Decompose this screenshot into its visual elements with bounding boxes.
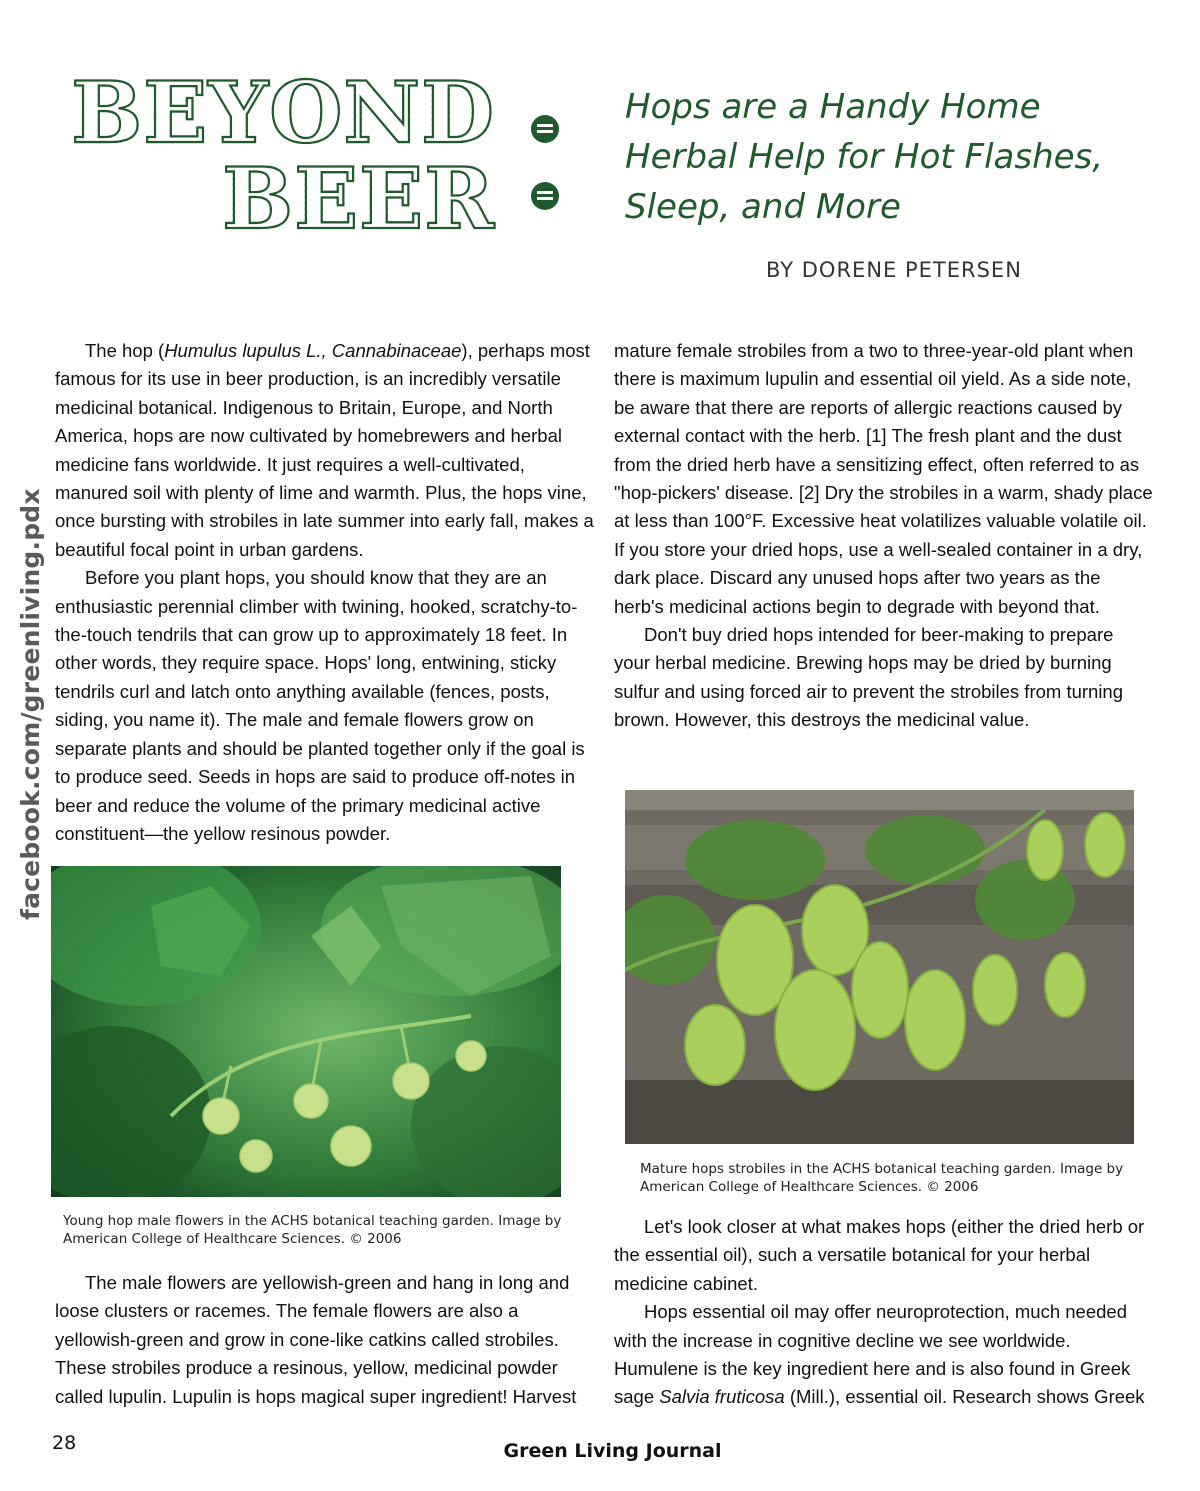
paragraph-male-female-flowers: The male flowers are yellowish-green and hang in long and loose clusters or racemes. The female flowers are also a yellowish-green and grow in cone-like catkins called strobiles. These strobiles produce a resinous, yellow, medicinal powder called lupulin. Lupulin is hops magical super ingredient! Harvest — [55, 1272, 577, 1407]
paragraph-neuroprotection: Hops essential oil may offer neuroprotection, much needed with the increase in cognitive decline we see worldwide. Humulene is the key ingredient here and is also found in Greek sage Salvia fruticosa (Mill.), essential oil. Research shows Greek — [614, 1301, 1145, 1408]
article-title — [71, 63, 495, 248]
paragraph-dried-hops: Don't buy dried hops intended for beer-making to prepare your herbal medicine. Brewing hops may be dried by burning sulfur and using forced air to prevent the strobiles from turning brown. However, this destroys the medicinal value. — [614, 624, 1124, 731]
body-column-right-top — [614, 337, 1154, 735]
body-column-left-top — [55, 337, 595, 848]
photo2-caption: Mature hops strobiles in the ACHS botanical teaching garden. Image by American College of Healthcare Sciences. © 2006 — [640, 1161, 1124, 1195]
sage-botanical-name: Salvia fruticosa — [659, 1386, 785, 1408]
title-colon-top-dot — [531, 115, 559, 143]
paragraph-harvest-cont: mature female strobiles from a two to three-year-old plant when there is maximum lupulin and essential oil yield. As a side note, be aware that there are reports of allergic reactions caused by external contact with the herb. [1] The fresh plant and the dust from the dried herb have a sensitizing effect, often referred to as "hop-pickers' disease. [2] Dry the strobiles in a warm, shady place at less than 100°F. Excessive heat volatilizes valuable volatile oil. If you store your dried hops, use a well-sealed container in a dry, dark place. Discard any unused hops after two years as the herb's medicinal actions begin to degrade with beyond that. — [614, 340, 1153, 617]
photo-young-male-flowers — [51, 866, 561, 1197]
body-column-left-bottom — [55, 1269, 595, 1411]
paragraph-hop-intro: The hop (Humulus lupulus L., Cannabinaceae), perhaps most famous for its use in beer production, is an incredibly versatile medicinal botanical. Indigenous to Britain, Europe, and North America, hops are now cultivated by homebrewers and herbal medicine fans worldwide. It just requires a well-cultivated, manured soil with plenty of lime and warmth. Plus, the hops vine, once bursting with strobiles in late summer into early fall, makes a beautiful focal point in urban gardens. — [55, 340, 594, 560]
title-line-1: BEYOND — [71, 63, 495, 162]
paragraph-planting: Before you plant hops, you should know that they are an enthusiastic perennial climber with twining, hooked, scratchy-to-the-touch tendrils that can grow up to approximately 18 feet. In other words, they require space. Hops' long, entwining, sticky tendrils curl and latch onto anything available (fences, posts, siding, you name it). The male and female flowers grow on separate plants and should be planted together only if the goal is to produce seed. Seeds in hops are said to produce off-notes in beer and reduce the volume of the primary medicinal active constituent—the yellow resinous powder. — [55, 567, 585, 844]
photo-mature-strobiles — [625, 790, 1134, 1144]
paragraph-versatile: Let's look closer at what makes hops (either the dried herb or the essential oil), such a versatile botanical for your herbal medicine cabinet. — [614, 1216, 1145, 1294]
body-column-right-bottom — [614, 1213, 1154, 1412]
page-number: 28 — [52, 1432, 77, 1454]
facebook-url-sidebar: facebook.com/greenliving.pdx — [16, 488, 45, 920]
photo1-caption: Young hop male flowers in the ACHS botanical teaching garden. Image by American College of Healthcare Sciences. © 2006 — [63, 1213, 562, 1247]
title-colon-bottom-dot — [531, 182, 559, 210]
byline: BY DORENE PETERSEN — [766, 258, 1022, 282]
article-subtitle: Hops are a Handy Home Herbal Help for Hot Flashes, Sleep, and More — [625, 87, 1104, 227]
journal-name: Green Living Journal — [503, 1440, 722, 1462]
title-line-2: BEER — [222, 149, 495, 248]
botanical-name: Humulus lupulus L., Cannabinaceae — [164, 340, 462, 361]
